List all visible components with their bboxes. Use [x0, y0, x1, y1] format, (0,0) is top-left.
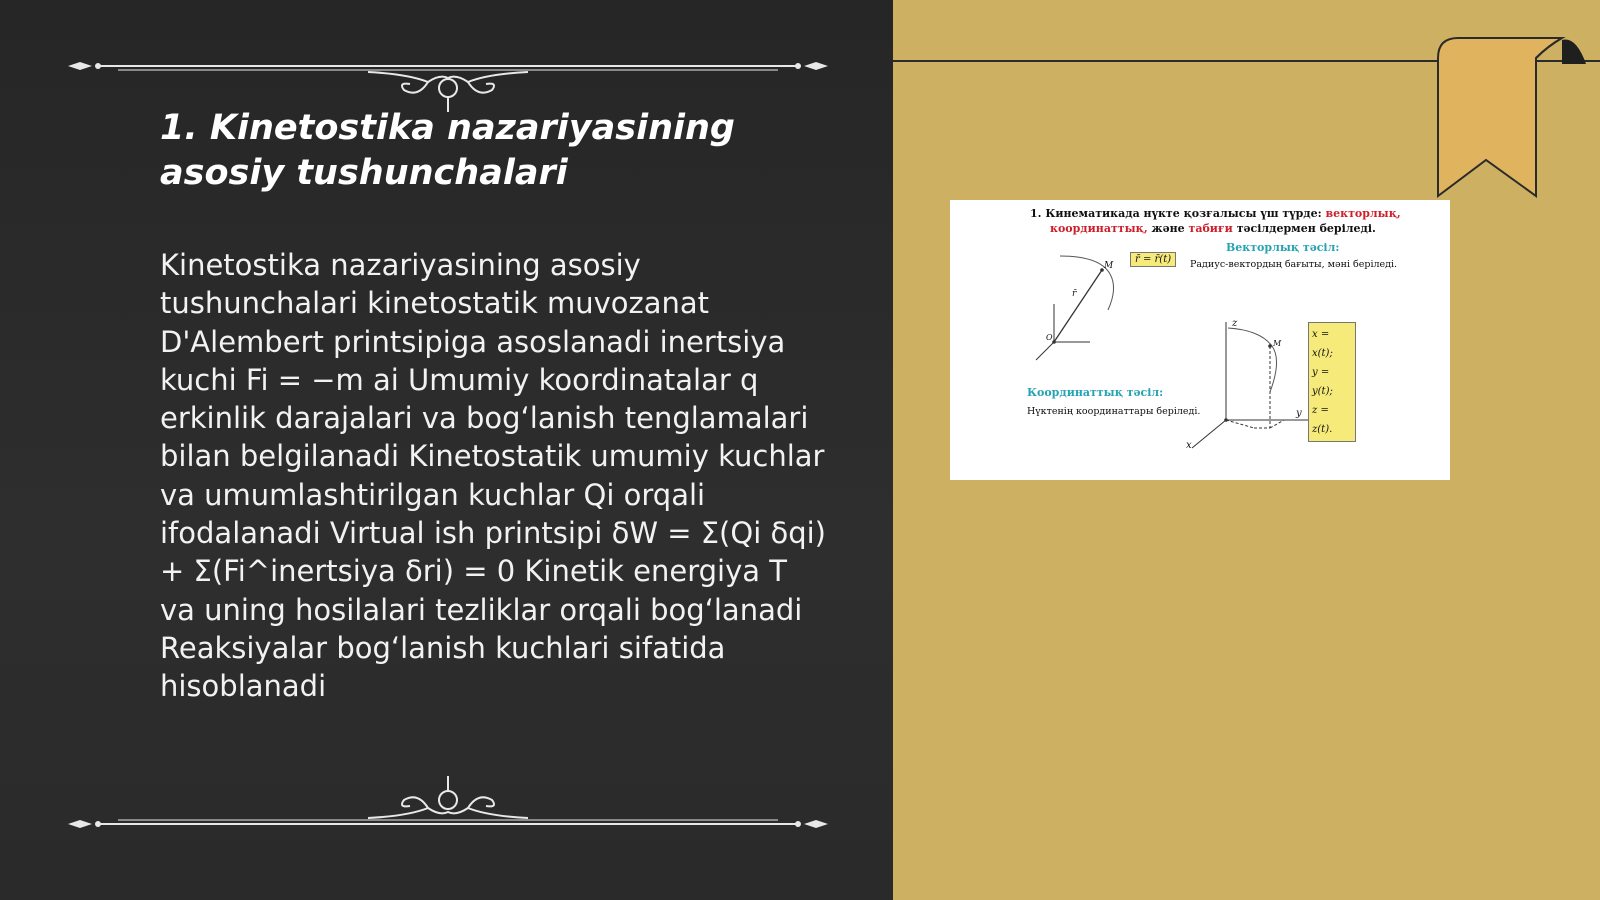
label-O: O	[1046, 333, 1053, 342]
coord-formulas: x = x(t); y = y(t); z = z(t).	[1308, 322, 1356, 442]
coordinate-diagram	[1178, 316, 1308, 456]
label-r: r̄	[1072, 289, 1077, 299]
label-M: M	[1104, 261, 1114, 271]
coord-method-desc: Нүктенің координаттары беріледі.	[1027, 406, 1201, 417]
figure-heading-line1: 1. Кинематикада нүкте қозғалысы үш түрде: векторлық,	[1030, 207, 1401, 220]
label-x: x	[1186, 440, 1192, 451]
kinematics-figure	[950, 200, 1450, 480]
vector-formula: r̄ = r̄(t)	[1130, 252, 1176, 267]
slide-body-text: Kinetostika nazariyasining asosiy tushunchalari kinetostatik muvozanat D'Alembert printsipiga asoslanadi inertsiya kuchi Fi = −m ai Umumiy koordinatalar q erkinlik darajalari va bog‘lanish tenglamalari bilan belgilanadi Kinetostatik umumiy kuchlar va umumlashtirilgan kuchlar Qi orqali ifodalanadi Virtual ish printsipi δW = Σ(Qi δqi) + Σ(Fi^inertsiya δri) = 0 Kinetik energiya T va uning hosilalari tezliklar orqali bog‘lanadi Reaksiyalar bog‘lanish kuchlari sifatida hisoblanadi	[160, 248, 826, 704]
slide-title: 1. Kinetostika nazariyasining asosiy tushunchalari	[160, 108, 735, 193]
figure-heading-line2: координаттық, және табиғи тәсілдермен беріледі.	[1050, 222, 1376, 235]
ornament-divider-icon	[68, 772, 828, 838]
coord-method-title: Координаттық тәсіл:	[1027, 386, 1164, 399]
label-z: z	[1232, 318, 1238, 329]
label-y: y	[1296, 408, 1302, 419]
label-M2: M	[1273, 339, 1282, 348]
vector-diagram	[1030, 248, 1140, 378]
bookmark-icon	[1436, 36, 1586, 201]
vector-method-title: Векторлық тәсіл:	[1226, 241, 1340, 254]
vector-method-desc: Радиус-вектордың бағыты, мәні беріледі.	[1190, 259, 1398, 270]
